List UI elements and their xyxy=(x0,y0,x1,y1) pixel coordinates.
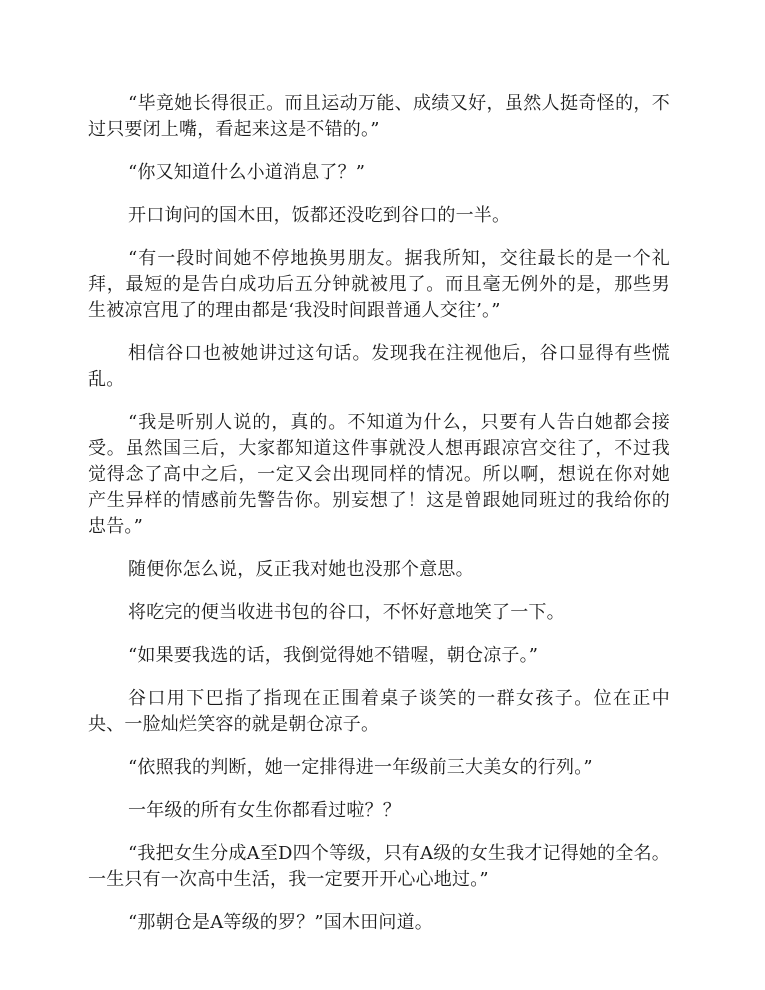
paragraph: 将吃完的便当收进书包的谷口，不怀好意地笑了一下。 xyxy=(128,602,565,623)
paragraph: 一年级的所有女生你都看过啦？？ xyxy=(128,800,401,821)
paragraph: “你又知道什么小道消息了？” xyxy=(128,162,366,183)
paragraph: “那朝仓是A等级的罗？”国木田问道。 xyxy=(128,912,434,933)
body-text xyxy=(88,91,670,953)
paragraph: 开口询问的国木田，饭都还没吃到谷口的一半。 xyxy=(128,205,511,226)
paragraph: 随便你怎么说，反正我对她也没那个意思。 xyxy=(128,559,474,580)
paragraph: 谷口用下巴指了指现在正围着桌子谈笑的一群女孩子。位在正中央、一脸灿烂笑容的就是朝仓凉子。 xyxy=(88,688,670,735)
paragraph: “我把女生分成A至D四个等级，只有A级的女生我才记得她的全名。一生只有一次高中生活，我一定要开开心心地过。” xyxy=(88,843,670,890)
paragraph: “毕竟她长得很正。而且运动万能、成绩又好，虽然人挺奇怪的，不过只要闭上嘴，看起来这是不错的。” xyxy=(88,93,670,140)
paragraph: “有一段时间她不停地换男朋友。据我所知，交往最长的是一个礼拜，最短的是告白成功后五分钟就被甩了。而且毫无例外的是，那些男生被凉宫甩了的理由都是‘我没时间跟普通人交往’。” xyxy=(88,248,670,321)
paragraph: “我是听别人说的，真的。不知道为什么，只要有人告白她都会接受。虽然国三后，大家都知道这件事就没人想再跟凉宫交往了，不过我觉得念了高中之后，一定又会出现同样的情况。所以啊，想说在你对她产生异样的情感前先警告你。别妄想了！这是曾跟她同班过的我给你的忠告。” xyxy=(88,412,670,537)
paragraph: 相信谷口也被她讲过这句话。发现我在注视他后，谷口显得有些慌乱。 xyxy=(88,343,670,390)
paragraph: “依照我的判断，她一定排得进一年级前三大美女的行列。” xyxy=(128,757,593,778)
paragraph: “如果要我选的话，我倒觉得她不错喔，朝仓凉子。” xyxy=(128,645,539,666)
